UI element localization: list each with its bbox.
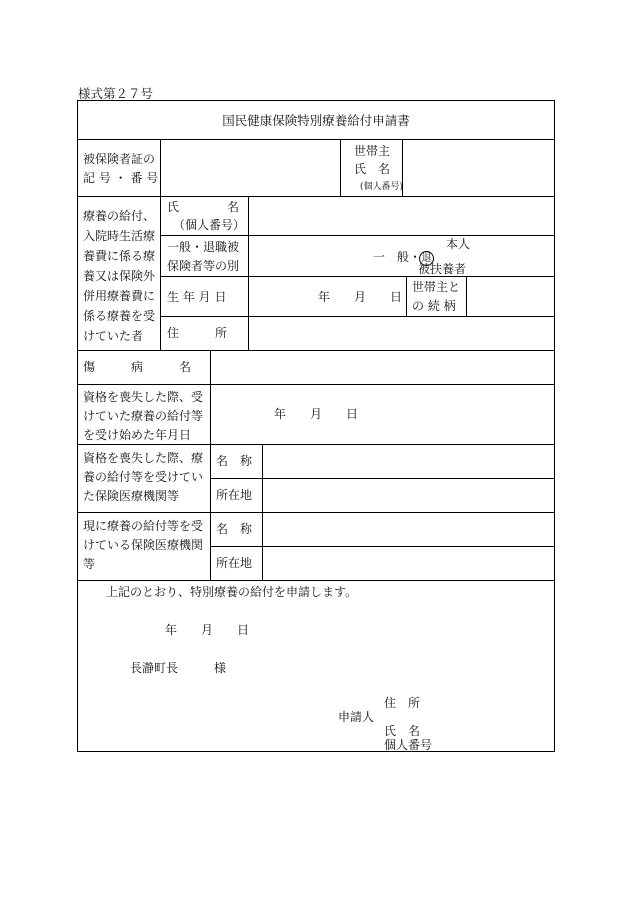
- household-head-note: (個人番号): [360, 182, 404, 192]
- former-institution-label: 資格を喪失した際、療 養の給付等を受けてい た保険医療機関等: [83, 451, 204, 503]
- declaration-statement: 上記のとおり、特別療養の給付を申請します。: [106, 585, 358, 599]
- household-head-label-2: 氏 名: [354, 162, 391, 176]
- category-label-1: 一般・退職被: [167, 240, 240, 254]
- insured-card-label-1: 被保険者証の: [83, 152, 156, 166]
- current-institution-label: 現に療養の給付等を受 けている保険医療機関 等: [83, 519, 204, 571]
- former-institution-name-label: 名 称: [216, 454, 253, 468]
- applicant-id-label: 個人番号: [384, 738, 433, 752]
- addressee: 長瀞町長 様: [130, 661, 227, 675]
- insured-card-label-2: 記 号 ・ 番 号: [83, 171, 159, 185]
- category-general: 一 般・: [373, 250, 422, 264]
- applicant-name-label: 氏 名: [384, 724, 421, 738]
- form-number: 様式第２７号: [78, 86, 154, 101]
- application-form: [77, 100, 555, 752]
- applicant-address-label: 住 所: [384, 696, 421, 710]
- recipient-label: 療養の給付、 入院時生活療 養費に係る療 養又は保険外 併用療養費に 係る療養を受 けていた者: [83, 209, 156, 343]
- category-self: 本人: [446, 237, 471, 251]
- household-head-label-1: 世帯主: [354, 144, 391, 158]
- name-note: （個人番号）: [173, 218, 246, 232]
- current-institution-name-label: 名 称: [216, 522, 253, 536]
- former-institution-address-label: 所在地: [216, 488, 253, 502]
- category-retired-circled: 退: [419, 251, 434, 266]
- start-date-label: 資格を喪失した際、受 けていた療養の給付等 を受け始めた年月日: [83, 390, 204, 442]
- current-institution-address-label: 所在地: [216, 556, 253, 570]
- name-label: 氏 名: [167, 200, 240, 214]
- applicant-label: 申請人: [338, 710, 375, 724]
- relation-label-2: の 続 柄: [412, 299, 456, 313]
- disease-label: 傷 病 名: [83, 360, 192, 374]
- declaration-date: 年 月 日: [165, 623, 250, 637]
- form-title: 国民健康保険特別療養給付申請書: [222, 113, 410, 128]
- address-label: 住 所: [167, 326, 228, 340]
- birthdate-label: 生 年 月 日: [167, 290, 227, 304]
- birthdate-value: 年 月 日: [318, 290, 403, 304]
- category-dependent: 被扶養者: [418, 262, 467, 276]
- relation-label-1: 世帯主と: [412, 280, 461, 294]
- category-label-2: 保険者等の別: [167, 259, 240, 273]
- start-date-value: 年 月 日: [274, 407, 359, 421]
